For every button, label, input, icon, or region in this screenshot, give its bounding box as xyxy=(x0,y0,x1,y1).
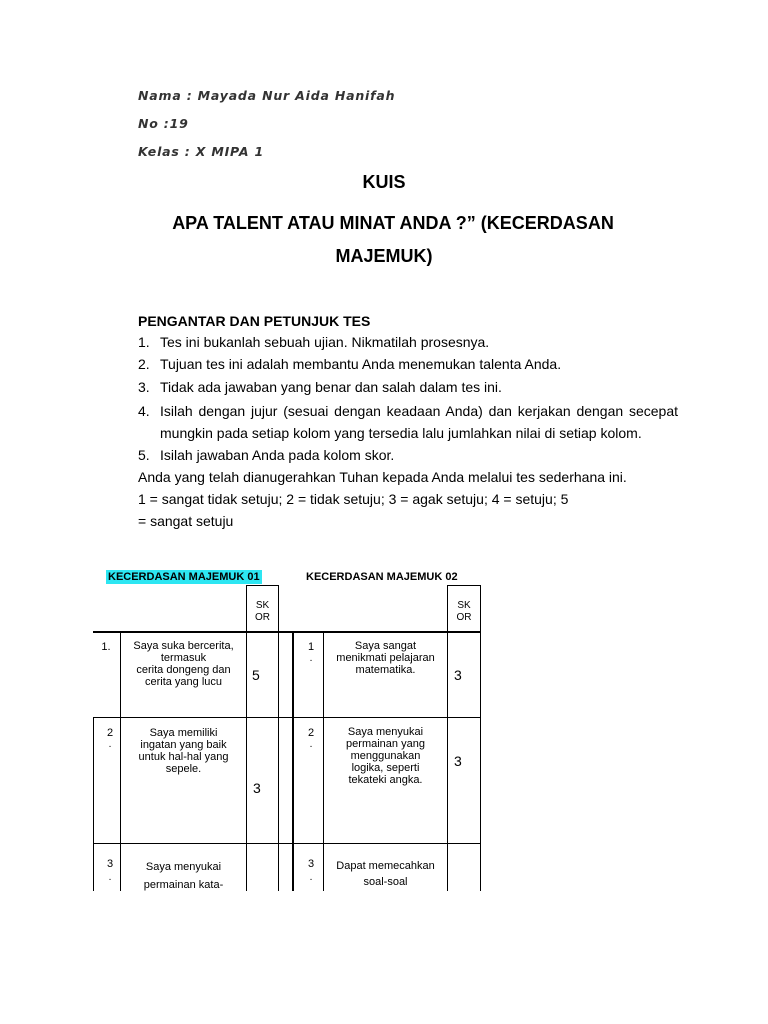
table2-row2-statement: Saya menyukai permainan yang menggunakan logika, seperti tekateki angka. xyxy=(346,726,425,786)
scale-text-1: 1 = sangat tidak setuju; 2 = tidak setuju; 3 = agak setuju; 4 = setuju; 5 xyxy=(138,491,569,507)
table2-skor-header: SK OR xyxy=(456,600,472,623)
intro-heading: PENGANTAR DAN PETUNJUK TES xyxy=(138,313,371,329)
table2-skor-top-border xyxy=(447,585,481,586)
table1-row3-statement: Saya menyukai permainan kata- xyxy=(143,861,224,891)
instruction-text: Tujuan tes ini adalah membantu Anda menemukan talenta Anda. xyxy=(160,356,562,372)
table1-row3-number: 3 xyxy=(106,858,114,870)
table1-title: KECERDASAN MAJEMUK 01 xyxy=(108,571,260,583)
instruction-number: 2. xyxy=(138,356,150,372)
instruction-text: Tidak ada jawaban yang benar dan salah dalam tes ini. xyxy=(160,379,502,395)
quiz-title: KUIS xyxy=(362,172,406,192)
scale-line-1 xyxy=(138,488,678,510)
instruction-number: 3. xyxy=(138,379,150,395)
table2-title: KECERDASAN MAJEMUK 02 xyxy=(306,571,458,583)
table1-row3-dot: . xyxy=(108,872,112,883)
table1-row1-score[interactable]: 5 xyxy=(252,667,260,683)
table1-row2-statement: Saya memiliki ingatan yang baik untuk hal-hal yang sepele. xyxy=(138,727,229,775)
instruction-item xyxy=(138,353,678,375)
table-divider-line xyxy=(292,632,294,891)
instruction-item xyxy=(138,376,678,398)
quiz-subtitle xyxy=(0,207,768,273)
instruction-text: Isilah dengan jujur (sesuai dengan keadaan Anda) dan kerjakan dengan secepat mungkin pada setiap kolom yang tersedia lalu jumlahkan nilai di setiap kolom. xyxy=(160,403,678,441)
intro-note xyxy=(138,466,678,488)
table2-row1-score[interactable]: 3 xyxy=(454,667,462,683)
table2-row3-dot: . xyxy=(309,872,313,883)
instruction-number: 4. xyxy=(138,403,150,419)
table1-left-line xyxy=(93,717,94,891)
table1-row1-statement: Saya suka bercerita, termasuk cerita dongeng dan cerita yang lucu xyxy=(133,640,234,688)
student-class: Kelas : X MIPA 1 xyxy=(138,144,264,159)
table2-row2-score[interactable]: 3 xyxy=(454,753,462,769)
quiz-subtitle-line2: MAJEMUK) xyxy=(335,246,433,266)
instruction-text: Isilah jawaban Anda pada kolom skor. xyxy=(160,447,395,463)
table1-skor-header: SK OR xyxy=(255,600,270,623)
instruction-item xyxy=(138,444,678,466)
table-row2-bottom-line xyxy=(93,843,481,844)
instruction-text: Tes ini bukanlah sebuah ujian. Nikmatilah prosesnya. xyxy=(160,334,490,350)
student-number: No :19 xyxy=(138,116,189,131)
scale-text-2: = sangat setuju xyxy=(138,513,234,529)
table-row1-bottom-line xyxy=(93,717,481,718)
table1-skor-top-border xyxy=(246,585,279,586)
table1-row2-dot: . xyxy=(108,739,112,750)
instruction-number: 1. xyxy=(138,334,150,350)
intro-note-text: Anda yang telah dianugerahkan Tuhan kepada Anda melalui tes sederhana ini. xyxy=(138,469,627,485)
table2-row3-number: 3 xyxy=(307,858,315,870)
instruction-item xyxy=(138,331,678,353)
table2-row1-dot: . xyxy=(309,653,313,664)
table2-row2-dot: . xyxy=(309,739,313,750)
table-header-bottom-line xyxy=(93,631,481,633)
table2-row2-number: 2 xyxy=(307,727,315,739)
table1-row2-score[interactable]: 3 xyxy=(253,780,261,796)
student-name: Nama : Mayada Nur Aida Hanifah xyxy=(138,88,396,103)
quiz-subtitle-line1: APA TALENT ATAU MINAT ANDA ?” (KECERDASAN xyxy=(172,213,614,233)
table1-row1-number: 1. xyxy=(101,641,111,653)
instruction-number: 5. xyxy=(138,447,150,463)
table2-row1-number: 1 xyxy=(307,641,315,653)
table2-row1-statement: Saya sangat menikmati pelajaran matematika. xyxy=(336,640,435,676)
instruction-item xyxy=(138,400,678,444)
table2-row3-statement: Dapat memecahkan soal-soal xyxy=(336,860,435,888)
table1-row2-number: 2 xyxy=(106,727,114,739)
scale-line-2 xyxy=(138,510,678,532)
